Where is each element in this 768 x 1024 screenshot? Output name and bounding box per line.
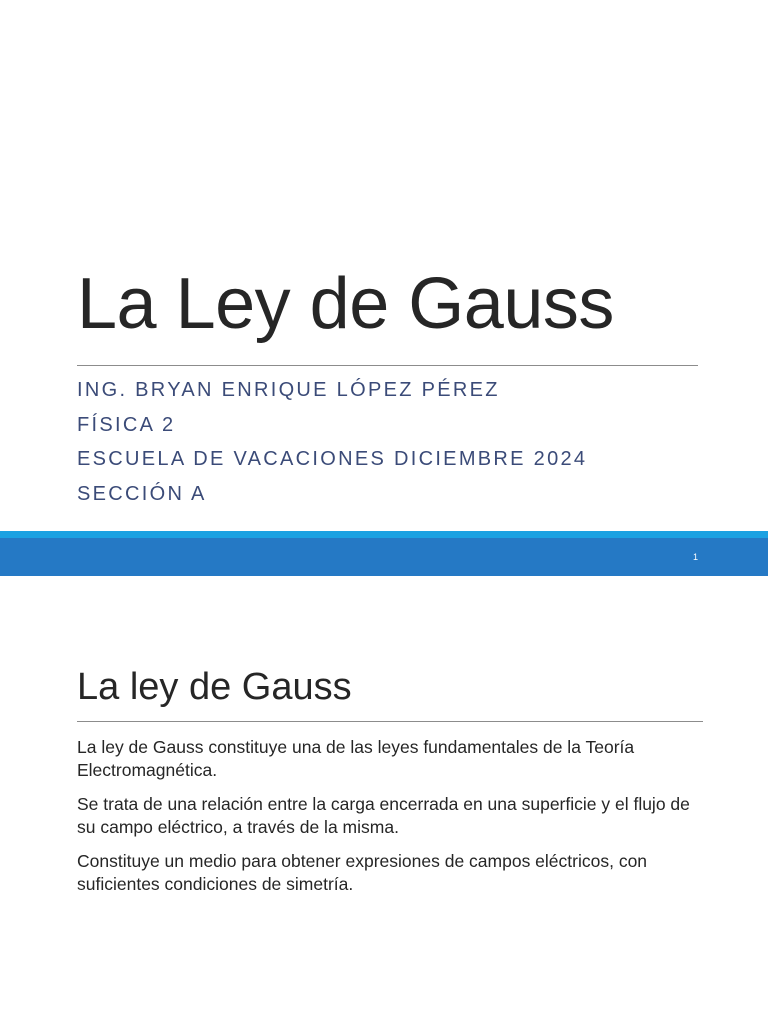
subtitle-section: SECCIÓN A <box>77 482 207 505</box>
slide-1-title: La Ley de Gauss <box>77 264 614 344</box>
subtitle-course: FÍSICA 2 <box>77 413 176 436</box>
slide-1-accent-stripe <box>0 531 768 538</box>
body-paragraph-1: La ley de Gauss constituye una de las leyes fundamentales de la Teoría Electromagnética. <box>77 737 635 780</box>
slide-2-body <box>77 736 707 907</box>
slide-2-title: La ley de Gauss <box>77 666 352 708</box>
subtitle-term: ESCUELA DE VACACIONES DICIEMBRE 2024 <box>77 448 588 470</box>
slide-1-title-divider <box>77 365 698 366</box>
subtitle-author: ING. BRYAN ENRIQUE LÓPEZ PÉREZ <box>77 379 500 401</box>
slide-2 <box>0 576 768 1024</box>
slide-2-title-divider <box>77 721 703 722</box>
slide-1-subtitle-list <box>77 373 587 511</box>
body-paragraph-3: Constituye un medio para obtener expresiones de campos eléctricos, con suficientes condiciones de simetría. <box>77 851 648 894</box>
slide-1-footer-band <box>0 538 768 576</box>
body-paragraph-2: Se trata de una relación entre la carga encerrada en una superficie y el flujo de su campo eléctrico, a través de la misma. <box>77 794 690 837</box>
slide-1-page-number: 1 <box>692 552 698 562</box>
